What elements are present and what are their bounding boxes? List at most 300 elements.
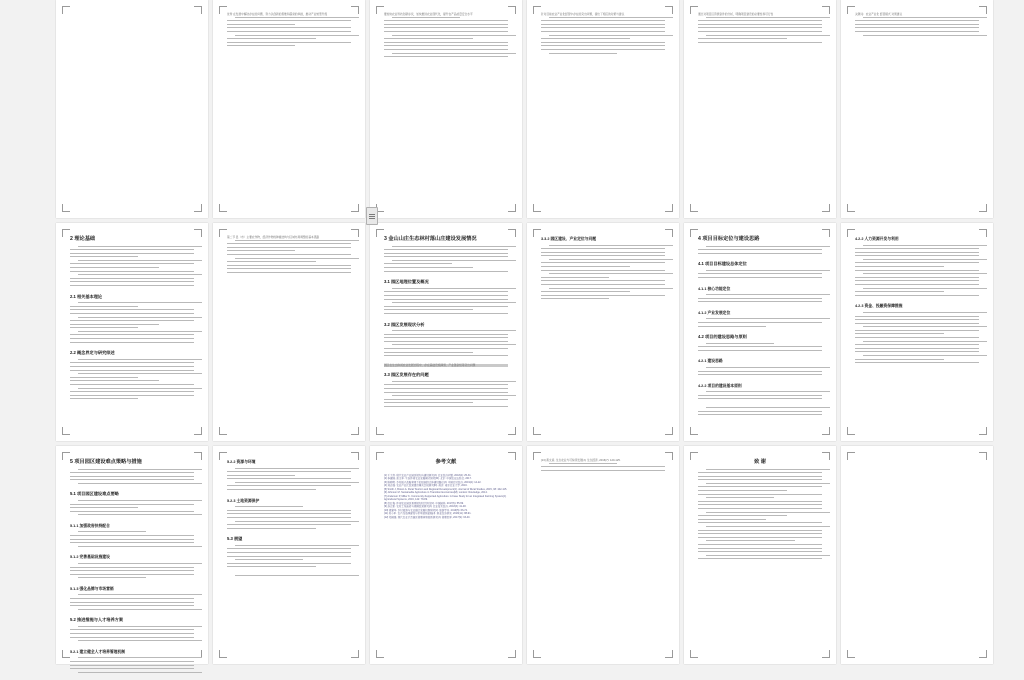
body-text-line [227,265,351,266]
body-text-line [698,277,822,278]
body-text-line [698,494,822,495]
body-text-line [70,665,194,666]
crop-mark-tl [62,452,70,460]
body-text-line [70,338,194,339]
body-text-line [698,301,822,302]
crop-mark-tl [62,6,70,14]
body-text-line [698,551,822,552]
page-content [384,236,508,427]
page-content [855,13,979,204]
crop-mark-tr [665,229,673,237]
section-heading: 5.1 项目园区建设难点要略 [70,491,119,497]
body-text-line [698,298,822,299]
body-text-line [855,316,979,317]
body-text-line [70,327,138,328]
body-text-line [706,318,830,319]
body-text-line [698,533,822,534]
crop-mark-bl [847,650,855,658]
body-text-line [698,490,787,491]
text-selection-drag-handle[interactable] [366,207,378,225]
crop-mark-tl [690,6,698,14]
body-text-line [541,38,630,39]
body-text-line [384,256,508,257]
document-page-thumbnail[interactable] [684,223,836,441]
body-text-line [70,605,194,606]
body-text-line [541,295,665,296]
body-text-line [698,522,822,523]
body-text-line [541,24,665,25]
body-text-line [384,406,508,407]
body-text-line [698,558,822,559]
crop-mark-tl [690,229,698,237]
body-text-line [70,278,194,279]
body-text-line [863,326,987,327]
handle-line [369,218,375,219]
body-text-line [70,267,159,268]
crop-mark-br [822,204,830,212]
body-text-line [78,563,202,564]
body-text-line [235,559,303,560]
body-text-line [392,17,460,18]
body-text-line [698,398,822,399]
body-text-line [698,504,822,505]
body-text-line [227,38,316,39]
section-heading: 2.1 相关基本理论 [70,293,103,299]
body-text-line [855,295,979,296]
crop-mark-tl [847,229,855,237]
document-page-thumbnail[interactable] [213,223,365,441]
body-text-line [706,540,795,541]
body-text-line [863,341,987,342]
body-text-line [698,326,766,327]
body-text-line [70,377,138,378]
body-text-line [855,27,979,28]
body-text-line [70,567,194,568]
paragraph-text: 要加快农业科技创新步伐，加快推进农业现代化，提升农产品质量安全水平 [384,13,473,16]
body-text-line [384,334,508,335]
body-text-line [70,342,194,343]
crop-mark-br [508,204,516,212]
body-text-line [855,24,979,25]
crop-mark-tl [533,452,541,460]
body-text-line [855,266,944,267]
document-page-thumbnail[interactable] [370,446,522,664]
document-page-thumbnail[interactable] [370,0,522,218]
document-page-thumbnail[interactable] [684,446,836,664]
crop-mark-bl [62,204,70,212]
body-text-line [541,266,630,267]
body-text-line [227,254,351,255]
document-page-thumbnail[interactable] [527,0,679,218]
body-text-line [549,259,673,260]
highlighted-text-selection[interactable]: 园区在生态休闲农业发展过程中，存在基础设施薄弱、产业链条短等突出问题 [384,364,508,368]
body-text-line [549,17,673,18]
body-text-line [227,517,351,518]
paragraph-text: [13] 黄文斌. 生态农业与可持续发展[J]. 生态经济, 2016(7): 120-125. [541,459,621,462]
body-text-line [698,486,822,487]
paragraph-text: 针对目前农业产业化经营中存在的突出问题，提出了相应的对策与建议 [541,13,625,16]
body-text-line [78,546,202,547]
document-page-thumbnail[interactable] [370,223,522,441]
body-text-line [706,367,830,368]
document-page-thumbnail[interactable] [56,446,208,664]
reference-entry: [6] Johnson M. Sustainable Agriculture in Transition Economies[M]. London: Routledge, 2014. [384,491,488,494]
paragraph-text: 通过对项目区资源条件的分析，明确项目建设的必要性和可行性 [698,13,774,16]
page-content [855,236,979,427]
body-text-line [863,288,987,289]
body-text-line [70,507,138,508]
crop-mark-tr [508,6,516,14]
body-text-line [384,299,508,300]
crop-mark-br [822,650,830,658]
body-text-line [227,489,316,490]
crop-mark-tr [822,6,830,14]
page-content [227,236,351,427]
crop-mark-br [351,650,359,658]
body-text-line [855,255,979,256]
body-text-line [235,258,359,259]
body-text-line [706,526,830,527]
body-text-line [855,362,979,363]
body-text-line [855,277,979,278]
body-text-line [698,322,822,323]
body-text-line [70,334,194,335]
body-text-line [541,270,665,271]
body-text-line [227,556,351,557]
paragraph-text: 第二节 县（市）主要农作物，经济作物的种植结构与区域布局调整的基本思路 [227,236,320,239]
body-text-line [70,263,194,264]
section-heading: 4.1.2 产业发展定位 [698,310,731,315]
body-text-line [70,504,194,505]
document-page-thumbnail[interactable] [841,223,993,441]
body-text-line [698,501,822,502]
body-text-line [70,362,194,363]
document-page-thumbnail[interactable] [56,223,208,441]
section-heading: 2 理论基础 [70,236,96,242]
body-text-line [541,20,665,21]
body-text-line [706,35,830,36]
body-text-line [70,668,194,669]
body-text-line [706,17,830,18]
body-text-line [78,500,202,501]
body-text-line [863,312,987,313]
section-heading: 5.1.2 完善基础设施建设 [70,555,110,560]
body-text-line [698,395,822,396]
crop-mark-tl [219,6,227,14]
body-text-line [70,570,194,571]
section-heading: 4.2.2 项目的建设基本原则 [698,383,742,388]
page-content [541,13,665,204]
body-text-line [70,574,194,575]
body-text-line [70,661,194,662]
body-text-line [384,295,508,296]
crop-mark-br [665,204,673,212]
body-text-line [235,240,359,241]
body-text-line [698,346,822,347]
body-text-line [70,539,194,540]
body-text-line [541,255,665,256]
body-text-line [70,306,138,307]
body-text-line [706,555,830,556]
crop-mark-tr [351,229,359,237]
section-heading: 3 金山山庄生态林村落山庄建设发展情况 [384,236,477,242]
body-text-line [227,272,351,273]
body-text-line [384,309,473,310]
body-text-line [855,31,979,32]
body-text-line [706,469,830,470]
body-text-line [698,249,822,250]
body-text-line [78,514,202,515]
body-text-line [70,281,194,282]
crop-mark-tr [665,452,673,460]
body-text-line [549,245,673,246]
crop-mark-br [508,650,516,658]
body-text-line [227,261,316,262]
body-text-line [78,274,202,275]
page-content [70,459,194,654]
document-page-thumbnail[interactable] [841,446,993,664]
body-text-line [227,478,351,479]
section-heading: 5.1.1 加强政府扶持配合 [70,523,110,528]
section-heading: 5.2.3 土地资源保护 [227,498,260,503]
body-text-line [227,552,351,553]
reference-entry: [1] 王大伟. 现代农业产业园区规划与建设研究[J]. 农业经济问题, 2018(4): 25-31. [384,473,472,477]
body-text-line [384,306,508,307]
page-content [698,459,822,650]
body-text-line [855,330,979,331]
body-text-line [549,35,673,36]
body-text-line [698,515,787,516]
body-text-line [541,280,665,281]
body-text-line [235,575,359,576]
crop-mark-tl [376,452,384,460]
page-content [384,459,508,650]
crop-mark-tr [351,6,359,14]
body-text-line [384,313,508,314]
body-text-line [863,259,987,260]
body-text-line [698,31,822,32]
section-heading: 5.1.3 强化品牌与市场营销 [70,586,114,591]
body-text-line [70,309,194,310]
body-text-line [384,271,508,272]
body-text-line [384,392,508,393]
body-text-line [384,341,508,342]
body-text-line [78,626,202,627]
section-heading: 2.2 概念界定与研究综述 [70,350,115,356]
body-text-line [855,284,979,285]
body-text-line [855,280,979,281]
crop-mark-bl [219,427,227,435]
body-text-line [706,270,830,271]
page-content [227,13,351,204]
body-text-line [70,380,159,381]
body-text-line [78,577,146,578]
crop-mark-bl [690,427,698,435]
section-heading: 5.2.1 建立健全人才培养管理机制 [70,649,126,654]
reference-entry: [7] Anderson P, Miller K. Community-Supported Agriculture: A Case Study for an Integrated Farming System[J]. Agricultural Systems, 2016, 142: 78-89. [384,494,507,501]
crop-mark-br [665,650,673,658]
crop-mark-br [822,427,830,435]
body-text-line [384,24,508,25]
body-text-line [384,348,508,349]
crop-mark-bl [219,204,227,212]
body-text-line [541,298,609,299]
body-text-line [78,657,202,658]
body-text-line [384,355,508,356]
crop-mark-bl [690,204,698,212]
body-text-line [549,463,617,464]
body-text-line [706,512,830,513]
crop-mark-tr [979,6,987,14]
document-page-thumbnail[interactable] [684,0,836,218]
crop-mark-br [979,427,987,435]
document-page-thumbnail[interactable] [213,0,365,218]
body-text-line [227,31,351,32]
body-text-line [855,248,979,249]
body-text-line [698,479,822,480]
section-heading: 3.2 园区发展现状分析 [384,321,425,327]
body-text-line [855,348,979,349]
body-text-line [78,594,202,595]
body-text-line [384,249,508,250]
body-text-line [70,324,159,325]
body-text-line [863,17,987,18]
body-text-line [78,640,202,641]
body-text-line [384,49,508,50]
body-text-line [78,260,202,261]
body-text-line [384,45,508,46]
body-text-line [863,245,987,246]
reference-entry: [4] 刘志强. 农业产业化经营组织模式比较研究[D]. 南京: 南京农业大学, 2016. [384,484,468,487]
body-text-line [70,598,194,599]
body-text-line [855,252,979,253]
crop-mark-tl [533,6,541,14]
body-text-line [384,267,473,268]
body-text-line [70,370,194,371]
body-text-line [384,352,473,353]
body-text-line [78,609,202,610]
body-text-line [235,17,359,18]
body-text-line [541,49,665,50]
body-text-line [541,27,665,28]
body-text-line [70,602,194,603]
body-text-line [698,472,822,473]
crop-mark-tl [376,6,384,14]
body-text-line [698,519,766,520]
crop-mark-br [508,427,516,435]
body-text-line [698,24,822,25]
crop-mark-tr [822,452,830,460]
reference-entry: [12] 郑国强. 现代农业示范园区管理体制创新研究[J]. 管理世界, 2017(9): 33-40. [384,515,471,519]
crop-mark-tl [219,229,227,237]
section-heading: 4.1 项目目标建设总体定位 [698,261,747,267]
body-text-line [392,395,516,396]
crop-mark-tl [533,229,541,237]
body-text-line [698,414,822,415]
body-text-line [855,291,944,292]
body-text-line [384,388,508,389]
section-heading: 3.1 园区地理位置及概况 [384,279,429,285]
body-text-line [392,381,516,382]
crop-mark-tr [979,229,987,237]
body-text-line [227,27,351,28]
body-text-line [235,545,359,546]
section-heading: 5.2 推进措施与人才培养方案 [70,617,124,623]
body-text-line [78,331,202,332]
document-page-thumbnail[interactable] [213,446,365,664]
body-text-line [78,302,202,303]
section-heading: 5 项目园区建设难点策略与措施 [70,459,142,465]
body-text-line [855,319,979,320]
body-text-line [78,531,146,532]
body-text-line [227,528,316,529]
body-text-line [698,530,822,531]
section-heading: 4 项目目标定位与建设思路 [698,236,760,242]
body-text-line [392,330,516,331]
section-heading: 参考文献 [435,459,457,465]
crop-mark-br [194,427,202,435]
body-text-line [541,284,665,285]
crop-mark-br [351,427,359,435]
body-text-line [227,471,351,472]
document-page-thumbnail[interactable] [56,0,208,218]
body-text-line [384,38,473,39]
body-text-line [70,479,194,480]
body-text-line [392,53,516,54]
crop-mark-tl [376,229,384,237]
body-text-line [70,395,194,396]
body-text-line [384,31,508,32]
section-heading: 4.2 项目的建设思路与原则 [698,334,747,340]
section-heading: 致 谢 [754,459,766,465]
body-text-line [392,35,516,36]
document-page-thumbnail[interactable] [527,446,679,664]
crop-mark-tr [194,452,202,460]
body-text-line [235,35,359,36]
reference-entry: [3] 陈晓明. 乡村振兴战略背景下的田园综合体建设路径[J]. 中国农村经济, 2019(2): 14-22. [384,480,482,484]
body-text-line [698,42,822,43]
body-text-line [227,268,351,269]
body-text-line [70,320,194,321]
body-text-line [706,483,830,484]
body-text-line [384,402,473,403]
body-text-line [227,42,351,43]
body-text-line [706,407,830,408]
body-text-line [549,53,617,54]
body-text-line [70,398,138,399]
body-text-line [227,475,295,476]
body-text-line [392,288,516,289]
crop-mark-bl [533,204,541,212]
body-text-line [235,506,303,507]
crop-mark-br [979,204,987,212]
body-text-line [384,384,508,385]
body-text-line [70,313,194,314]
document-page-thumbnail[interactable] [841,0,993,218]
body-text-line [78,317,202,318]
page-content [541,236,665,427]
document-page-thumbnail[interactable] [527,223,679,441]
body-text-line [698,253,822,254]
body-text-line [78,246,202,247]
body-text-line [227,247,351,248]
page-content [698,13,822,204]
body-text-line [855,270,979,271]
body-text-line [541,252,665,253]
crop-mark-tl [62,229,70,237]
body-text-line [227,513,351,514]
crop-mark-bl [376,650,384,658]
